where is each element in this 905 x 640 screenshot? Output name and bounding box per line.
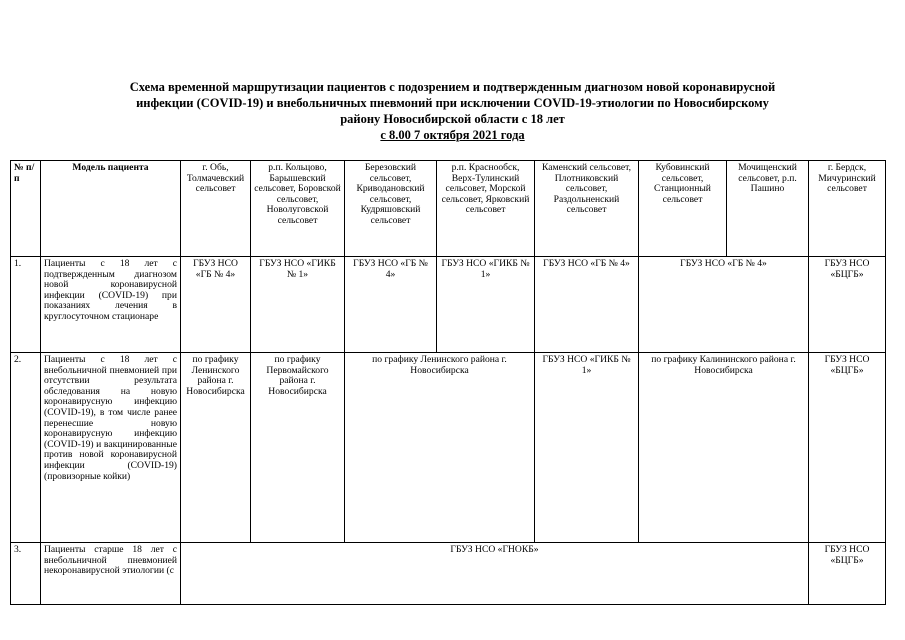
cell-ob: ГБУЗ НСО «ГБ № 4» xyxy=(181,257,251,353)
header-kubovinsky: Кубовинский сельсовет, Станционный сельсовет xyxy=(639,161,727,257)
cell-ob: по графику Ленинского района г. Новосибирска xyxy=(181,353,251,543)
cell-all-districts: ГБУЗ НСО «ГНОКБ» xyxy=(181,543,809,605)
title-line-2: инфекции (COVID-19) и внебольничных пневмоний при исключении COVID-19-этиологии по Новосибирскому xyxy=(136,96,769,110)
row-num: 3. xyxy=(11,543,41,605)
cell-berdsk: ГБУЗ НСО «БЦГБ» xyxy=(809,353,886,543)
header-kamensky: Каменский сельсовет, Плотниковский сельсовет, Раздольненский сельсовет xyxy=(535,161,639,257)
routing-table xyxy=(10,160,886,605)
cell-koltsovo: по графику Первомайского района г. Новосибирска xyxy=(251,353,345,543)
header-num: № п/п xyxy=(11,161,41,257)
cell-kamensky: ГБУЗ НСО «ГБ № 4» xyxy=(535,257,639,353)
cell-koltsovo: ГБУЗ НСО «ГИКБ № 1» xyxy=(251,257,345,353)
title-line-1: Схема временной маршрутизации пациентов с подозрением и подтвержденным диагнозом новой коронавирусной xyxy=(129,80,776,94)
table-row xyxy=(11,257,886,353)
header-berdsk: г. Бердск, Мичуринский сельсовет xyxy=(809,161,886,257)
cell-kamensky: ГБУЗ НСО «ГИКБ № 1» xyxy=(535,353,639,543)
row-model: Пациенты с 18 лет с подтвержденным диагнозом новой коронавирусной инфекции (COVID-19) при показаниях лечения в круглосуточном стационаре xyxy=(41,257,181,353)
cell-berezovsky: ГБУЗ НСО «ГБ № 4» xyxy=(345,257,437,353)
cell-berezovsky-krasnoobsk: по графику Ленинского района г. Новосибирска xyxy=(345,353,535,543)
header-koltsovo: р.п. Кольцово, Барышевский сельсовет, Боровской сельсовет, Новолуговской сельсовет xyxy=(251,161,345,257)
header-mochishchensky: Мочищенский сельсовет, р.п. Пашино xyxy=(727,161,809,257)
header-berezovsky: Березовский сельсовет, Криводановский сельсовет, Кудряшовский сельсовет xyxy=(345,161,437,257)
table-row xyxy=(11,353,886,543)
cell-kubovinsky-mochishchensky: по графику Калининского района г. Новосибирска xyxy=(639,353,809,543)
cell-berdsk: ГБУЗ НСО «БЦГБ» xyxy=(809,257,886,353)
cell-kubovinsky-mochishchensky: ГБУЗ НСО «ГБ № 4» xyxy=(639,257,809,353)
header-ob: г. Обь, Толмачевский сельсовет xyxy=(181,161,251,257)
cell-berdsk: ГБУЗ НСО «БЦГБ» xyxy=(809,543,886,605)
document-title xyxy=(40,79,865,143)
header-krasnoobsk: р.п. Краснообск, Верх-Тулинский сельсовет, Морской сельсовет, Ярковский сельсовет xyxy=(437,161,535,257)
row-num: 1. xyxy=(11,257,41,353)
title-line-3: району Новосибирской области с 18 лет xyxy=(340,112,565,126)
row-num: 2. xyxy=(11,353,41,543)
title-date: с 8.00 7 октября 2021 года xyxy=(380,128,525,142)
row-model: Пациенты старше 18 лет с внебольничной пневмонией некоронавирусной этиологии (с xyxy=(41,543,181,605)
table-row xyxy=(11,543,886,605)
cell-krasnoobsk: ГБУЗ НСО «ГИКБ № 1» xyxy=(437,257,535,353)
row-model: Пациенты с 18 лет с внебольничной пневмонией при отсутствии результата обследования на новую коронавирусную инфекцию (COVID-19), в том числе ранее перенесшие новую коронавирусную инфекцию (COVID-19) и вакцинированные против новой коронавирусной инфекции (COVID-19) (провизорные койки) xyxy=(41,353,181,543)
table-header-row xyxy=(11,161,886,257)
header-model: Модель пациента xyxy=(41,161,181,257)
